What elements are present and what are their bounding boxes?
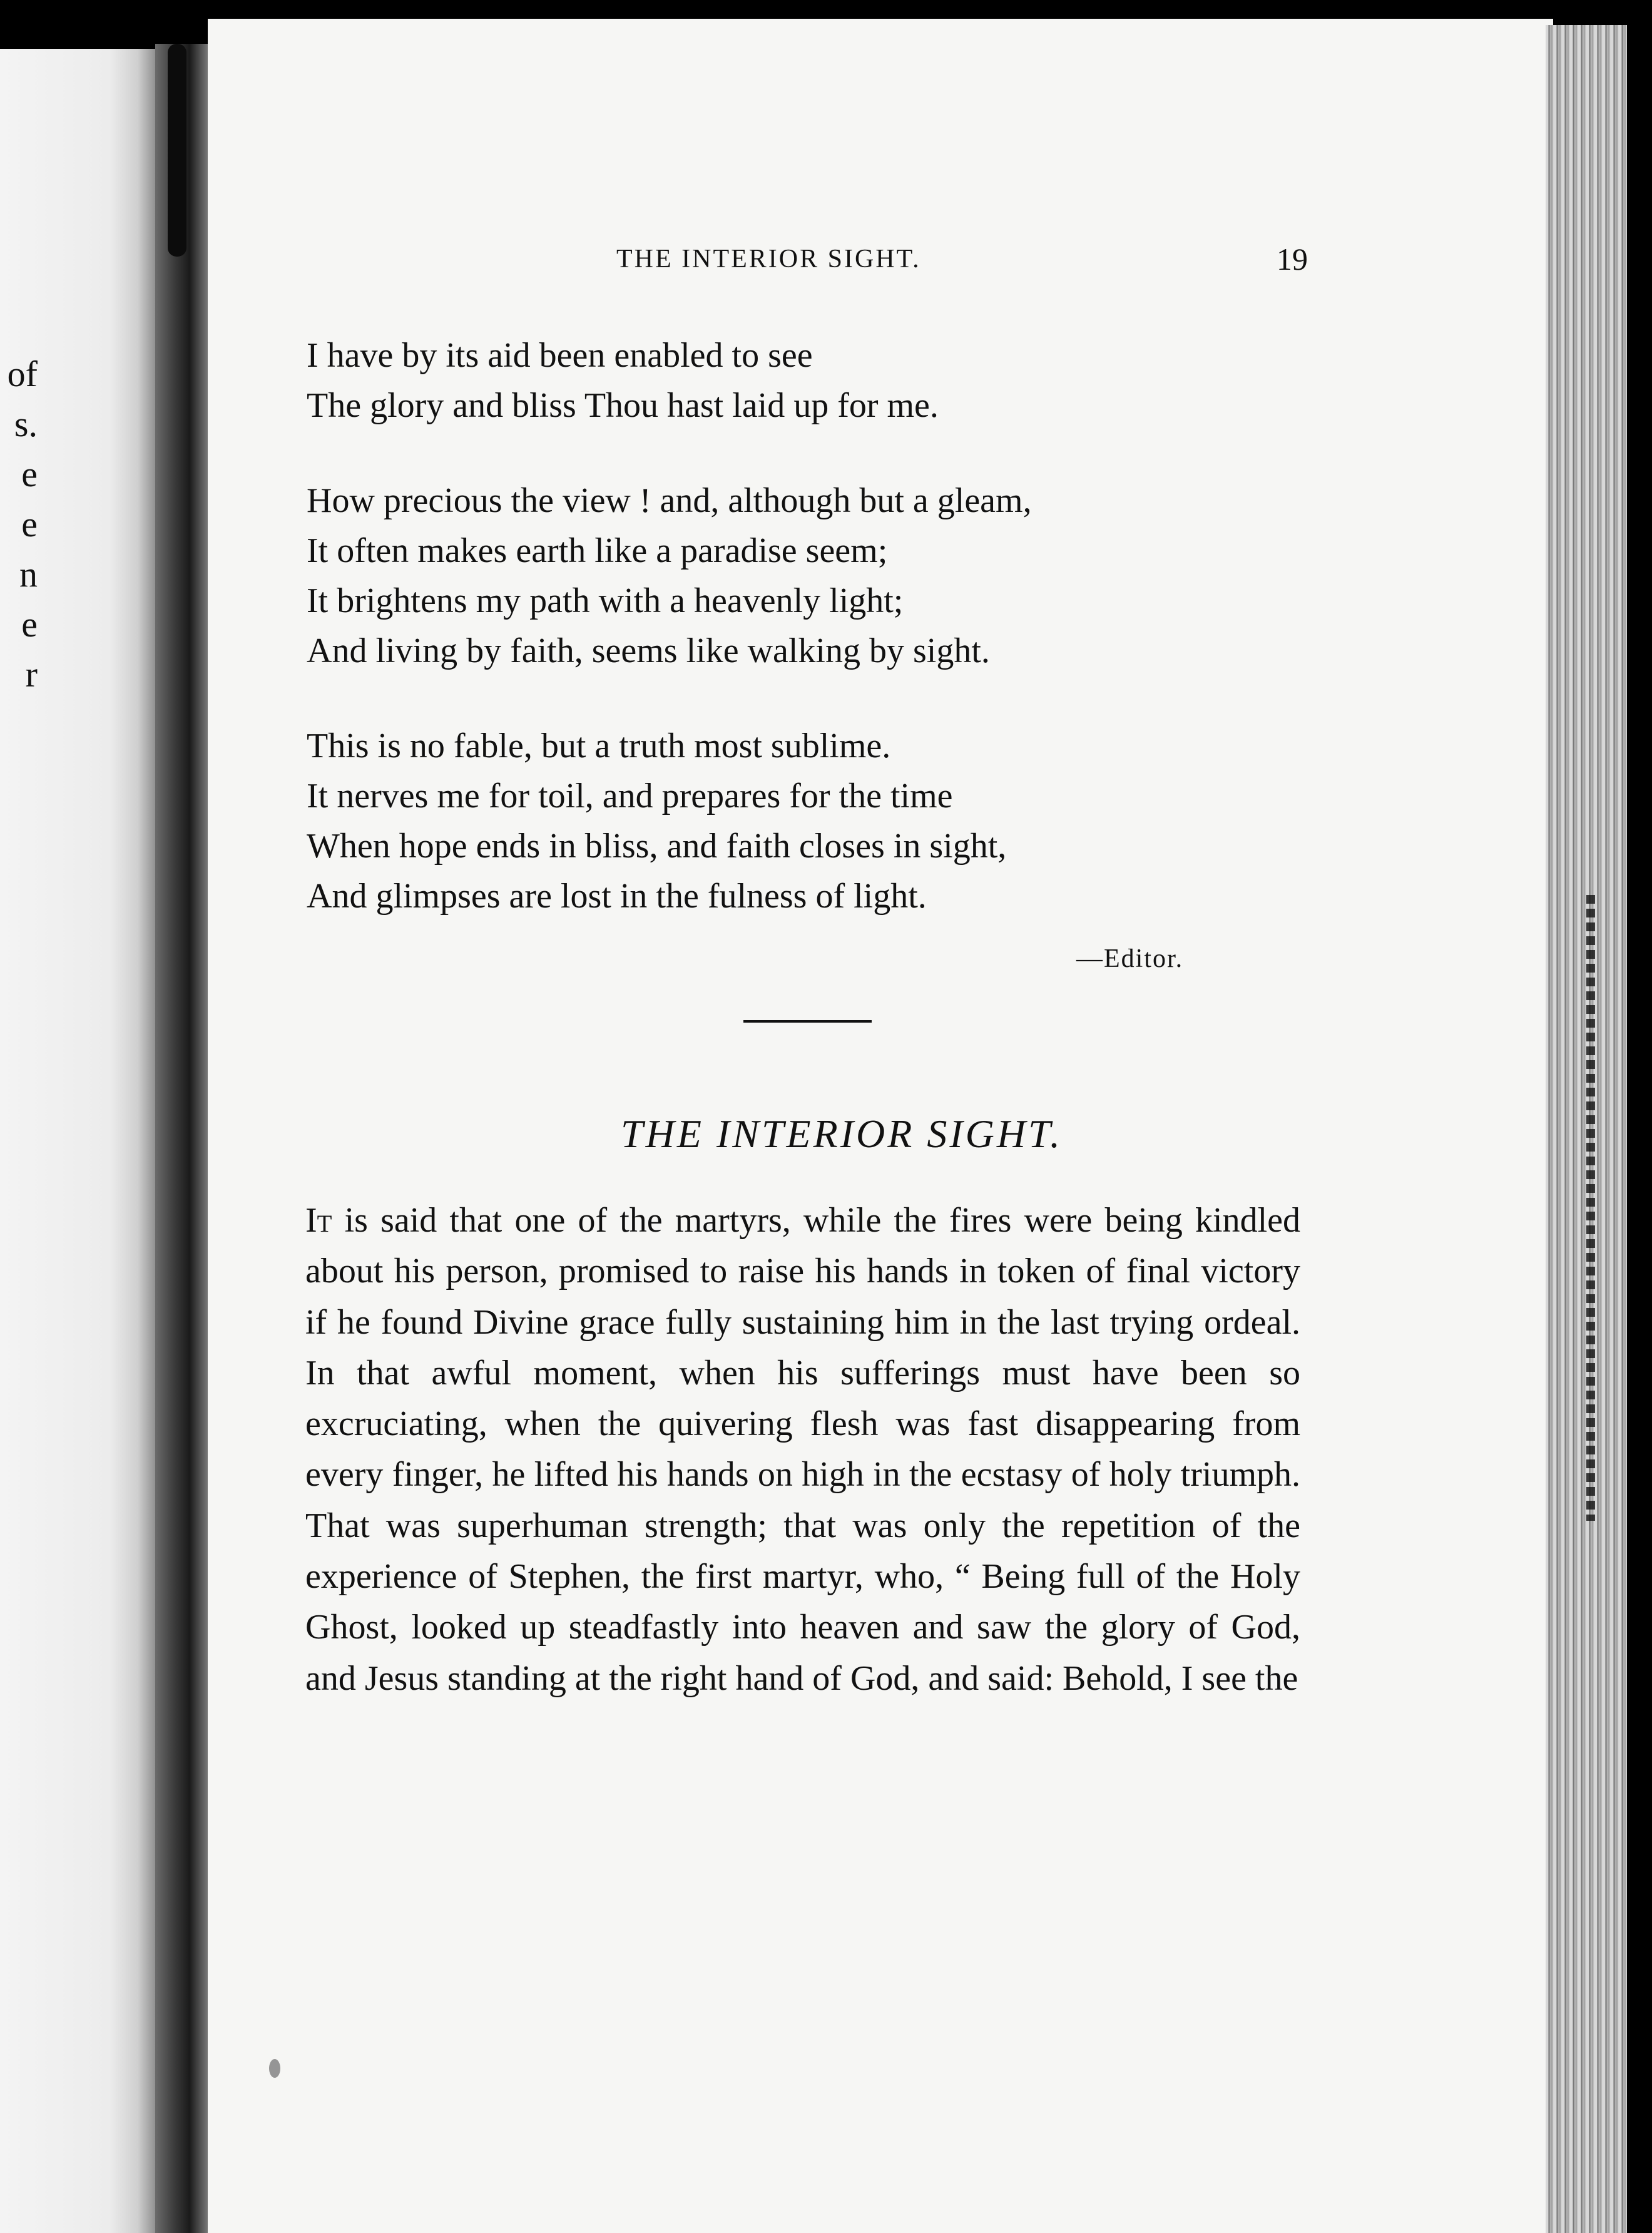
poem-stanza: [307, 476, 1370, 676]
fragment: e: [21, 504, 38, 544]
article-body: [305, 1195, 1300, 1704]
poem: [307, 330, 1370, 966]
poem-line: It nerves me for toil, and prepares for the time: [307, 777, 953, 815]
article-first-word: It: [305, 1201, 332, 1240]
poem-stanza: [307, 721, 1370, 921]
gutter-shadow: [168, 44, 186, 257]
fragment: e: [21, 454, 38, 494]
fragment: s.: [14, 404, 38, 444]
poem-line: And glimpses are lost in the fulness of light.: [307, 877, 927, 916]
edge-stamp: [1586, 895, 1595, 1521]
fragment: r: [25, 654, 38, 695]
poem-line: How precious the view ! and, although but a gleam,: [307, 481, 1032, 520]
poem-line: It brightens my path with a heavenly light;: [307, 581, 904, 620]
article-title: THE INTERIOR SIGHT.: [621, 1111, 1063, 1156]
poem-line: This is no fable, but a truth most sublime.: [307, 727, 891, 765]
section-divider: [743, 1020, 872, 1023]
poem-line: It often makes earth like a paradise seem;: [307, 531, 888, 570]
fragment: e: [21, 604, 38, 645]
facing-page-text-fragments: [0, 349, 38, 700]
fragment: of: [7, 354, 38, 394]
article-text: is said that one of the martyrs, while the fires were being kindled about his person, promised to raise his hands in token of final victory if he found Divine grace fully sustaining him in the last trying ordeal. In that awful moment, when his sufferings must have been so excruciating, when the quivering flesh was fast disappearing from every finger, he lifted his hands on high in the ecstasy of holy triumph. That was superhuman strength; that was only the repetition of the experience of Stephen, the first martyr, who, “ Being full of the Holy Ghost, looked up steadfastly into heaven and saw the glory of God, and Jesus standing at the right hand of God, and said: Behold, I see the: [305, 1201, 1300, 1698]
poem-line: The glory and bliss Thou hast laid up for me.: [307, 386, 939, 425]
running-head: THE INTERIOR SIGHT.: [616, 245, 921, 273]
poem-line: And living by faith, seems like walking by sight.: [307, 631, 990, 670]
poem-line: I have by its aid been enabled to see: [307, 336, 813, 375]
fragment: n: [19, 554, 38, 595]
ink-smudge: [269, 2059, 280, 2078]
poem-line: When hope ends in bliss, and faith closes in sight,: [307, 827, 1007, 866]
poem-signature: —Editor.: [1076, 944, 1184, 973]
poem-stanza: [307, 330, 1370, 431]
page-number: 19: [1277, 242, 1308, 277]
